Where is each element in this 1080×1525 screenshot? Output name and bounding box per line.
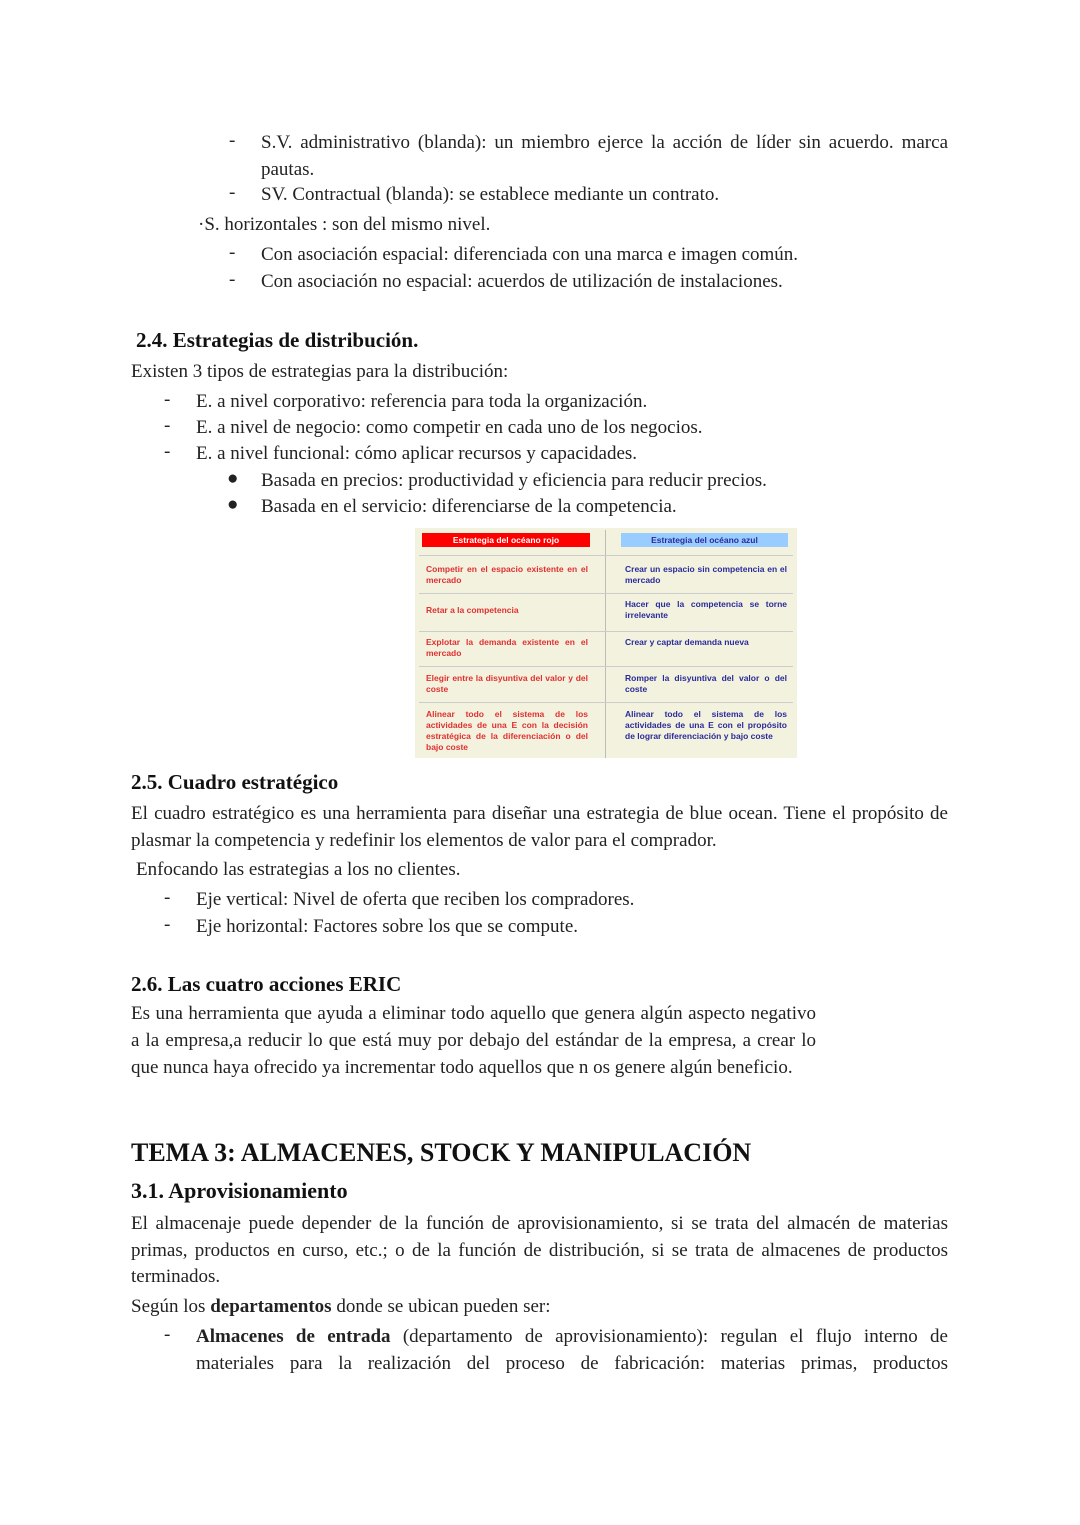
list-item: Basada en el servicio: diferenciarse de la competencia. [261,496,677,517]
dash-bullet: - [164,887,171,908]
list-item: S.V. administrativo (blanda): un miembro ejerce la acción de líder sin acuerdo. marca pautas. [261,132,948,180]
list-item: Con asociación espacial: diferenciada con una marca e imagen común. [261,244,799,265]
table-row [419,702,793,759]
bullet-dot-icon: ● [227,468,239,489]
table-cell: Alinear todo el sistema de los actividades de una E con la decisión estratégica de la diferenciación o del bajo coste [426,709,588,752]
table-row [419,631,793,667]
dash-bullet: - [229,269,236,290]
table-header-blue: Estrategia del océano azul [621,533,788,547]
paragraph: Es una herramienta que ayuda a eliminar todo aquello que genera algún aspecto negativo a la empresa,a reducir lo que está muy por debajo del estándar de la empresa, a crear lo que nunca haya ofrecido ya incrementar todo aquellos que n os genere algún beneficio. [131,1003,816,1078]
table-cell: Alinear todo el sistema de los actividades de una E con el propósito de lograr diferenciación y bajo coste [625,709,787,741]
section-heading: 3.1. Aprovisionamiento [131,1178,348,1203]
list-item: Eje horizontal: Factores sobre los que se compute. [196,916,579,937]
text: Según los [131,1296,211,1317]
table-row [419,666,793,703]
table-cell: Crear un espacio sin competencia en el mercado [625,564,787,585]
section-heading: 2.5. Cuadro estratégico [131,770,339,794]
table-cell: Romper la disyuntiva del valor o del coste [625,673,787,694]
list-item: SV. Contractual (blanda): se establece mediante un contrato. [261,184,720,205]
paragraph: Existen 3 tipos de estrategias para la distribución: [131,361,509,382]
bullet-dot-icon: ● [227,494,239,515]
list-item: E. a nivel funcional: cómo aplicar recursos y capacidades. [196,443,638,464]
bold-text: departamentos [210,1296,332,1317]
dash-bullet: - [164,1324,171,1345]
dash-bullet: - [229,130,236,151]
dash-bullet: - [164,914,171,935]
table-cell: Competir en el espacio existente en el mercado [426,564,588,585]
table-cell: Crear y captar demanda nueva [625,637,749,647]
list-item: Basada en precios: productividad y eficiencia para reducir precios. [261,470,767,491]
dash-bullet: - [164,441,171,462]
dash-bullet: - [229,182,236,203]
bold-text: Almacenes de entrada [196,1326,391,1347]
table-row [419,593,793,632]
dash-bullet: - [164,389,171,410]
table-cell: Elegir entre la disyuntiva del valor y del coste [426,673,588,694]
list-item: E. a nivel de negocio: como competir en cada uno de los negocios. [196,417,703,438]
paragraph: El almacenaje puede depender de la función de aprovisionamiento, si se trata del almacén de materias primas, productos en curso, etc.; o de la función de distribución, si se trata de almacenes de productos terminados. [131,1213,948,1287]
paragraph: El cuadro estratégico es una herramienta para diseñar una estrategia de blue ocean. Tiene el propósito de plasmar la competencia y redefinir los elementos de valor para el comprador. [131,803,948,851]
table-row [419,555,793,594]
paragraph [131,1294,551,1321]
list-item: ·S. horizontales : son del mismo nivel. [198,214,491,235]
section-heading: 2.4. Estrategias de distribución. [136,328,419,352]
chapter-heading: TEMA 3: ALMACENES, STOCK Y MANIPULACIÓN [131,1138,752,1167]
dash-bullet: - [229,242,236,263]
table-cell: Explotar la demanda existente en el mercado [426,637,588,658]
text: donde se ubican pueden ser: [331,1296,551,1317]
ocean-strategy-table [415,528,797,758]
table-cell: Retar a la competencia [426,605,519,615]
list-item [196,1324,948,1377]
list-item: Con asociación no espacial: acuerdos de utilización de instalaciones. [261,271,783,292]
table-cell: Hacer que la competencia se torne irrelevante [625,599,787,620]
section-heading: 2.6. Las cuatro acciones ERIC [131,972,402,996]
list-item: E. a nivel corporativo: referencia para toda la organización. [196,391,648,412]
table-header-red: Estrategia del océano rojo [422,533,590,547]
list-item: Eje vertical: Nivel de oferta que reciben los compradores. [196,889,635,910]
text: (departamento de aprovisionamiento): regulan el flujo interno de materiales para la realización del proceso de fabricación: materias primas, productos [196,1326,948,1374]
dash-bullet: - [164,415,171,436]
paragraph: Enfocando las estrategias a los no clientes. [136,859,461,880]
